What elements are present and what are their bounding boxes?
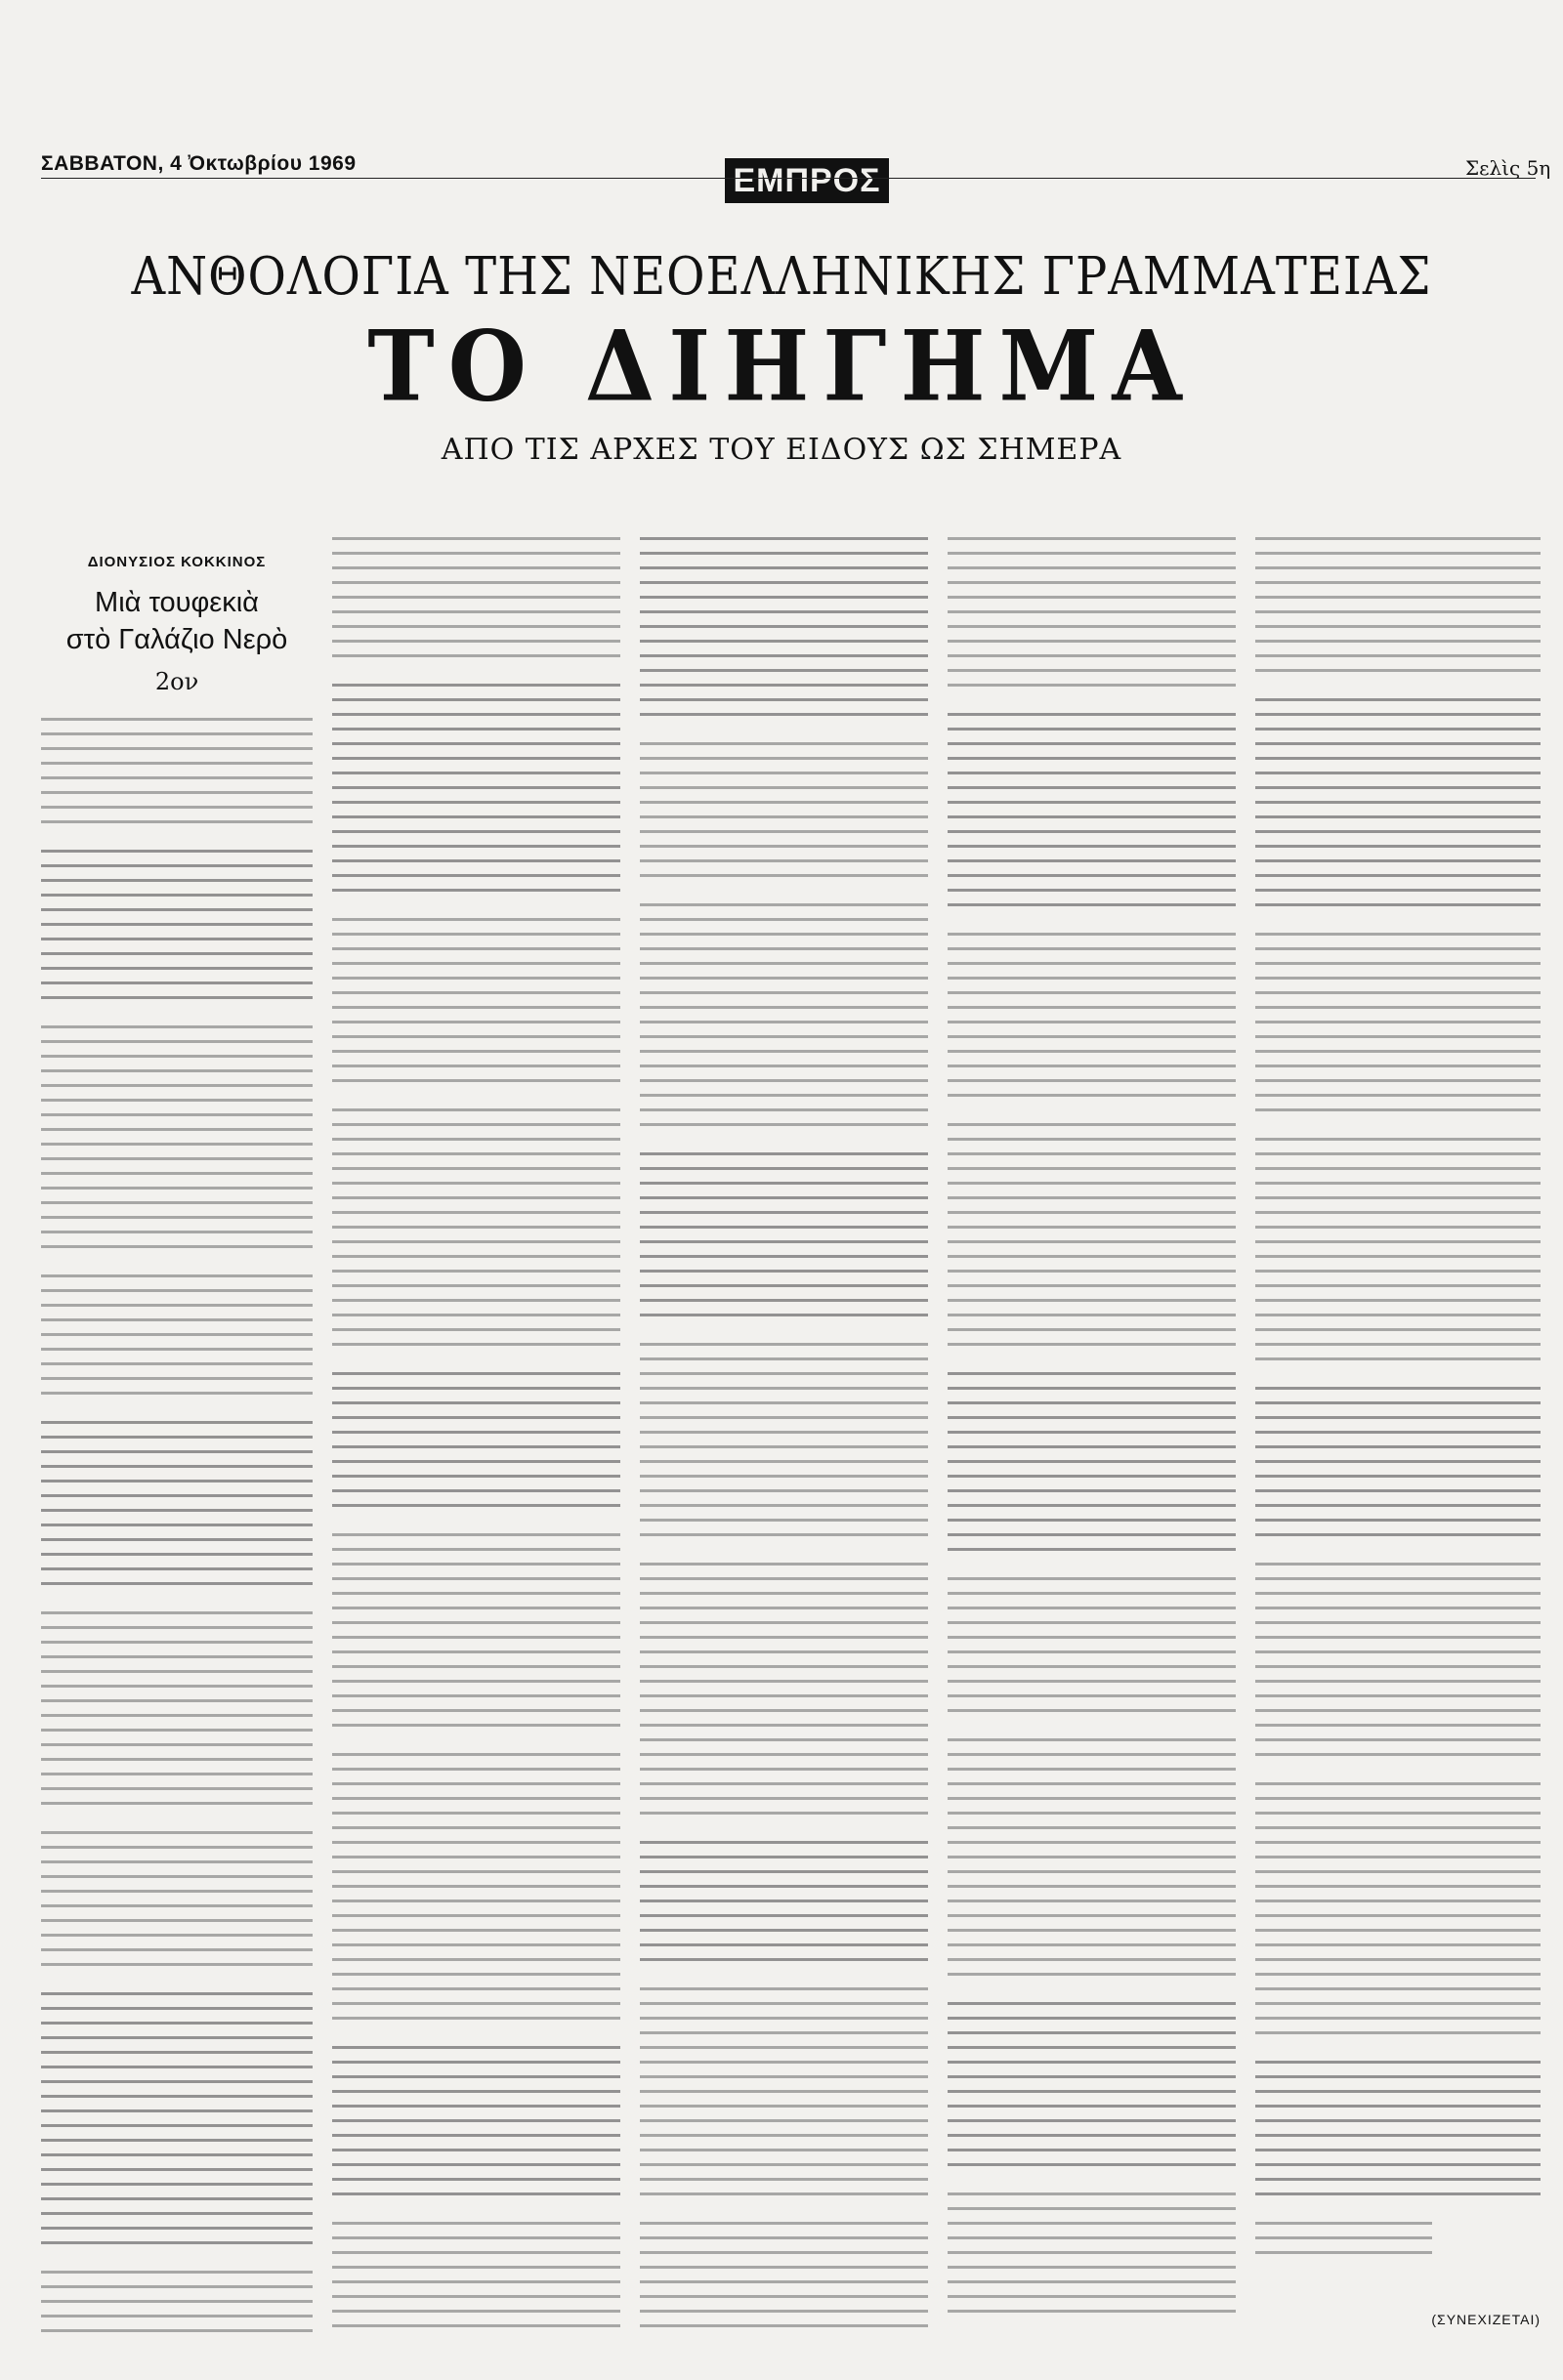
story-part: 2ον [154,668,199,695]
column-2 [332,532,620,2339]
body-text [1255,532,1541,679]
body-text [948,532,1236,693]
body-text [332,1104,620,1353]
body-text [948,928,1236,1104]
body-text [948,708,1236,913]
column-4 [948,532,1236,2339]
body-text [640,737,928,884]
continued-note: (ΣΥΝΕΧΙΖΕΤΑΙ) [1431,2312,1541,2327]
body-text [332,532,620,664]
story-title-line-1: Μιὰ τουφεκιὰ [95,587,259,618]
body-text [332,2041,620,2202]
masthead [0,0,1563,200]
body-text [640,532,928,723]
anthology-heading: ΑΝΘΟΛΟΓΙΑ ΤΗΣ ΝΕΟΕΛΛΗΝΙΚΗΣ ΓΡΑΜΜΑΤΕΙΑΣ [131,245,1432,308]
column-3 [640,532,928,2339]
body-text [640,2217,928,2334]
body-text [41,1987,313,2251]
body-text [948,1118,1236,1353]
body-text [640,1558,928,1821]
column-1 [41,532,313,2339]
issue-date: ΣΑΒΒΑΤΟΝ, 4 Ὀκτωβρίου 1969 [41,152,357,175]
masthead-rule [41,178,1536,179]
feature-title: ΤΟ ΔΙΗΓΗΜΑ [367,309,1196,424]
story-author: ΔΙΟΝΥΣΙΟΣ ΚΟΚΚΙΝΟΣ [87,554,267,570]
body-text [41,1416,313,1592]
body-text [41,1021,313,1255]
body-text [332,679,620,898]
body-text [41,2266,313,2339]
body-text [948,1367,1236,1558]
body-text [41,845,313,1006]
body-text [1255,693,1541,913]
body-text [640,1983,928,2202]
body-text [1255,1382,1541,1543]
body-text [41,1826,313,1973]
body-text [332,1748,620,2026]
body-text [1255,1133,1541,1367]
body-text [948,1997,1236,2173]
body-text [332,1367,620,1514]
body-text [1255,1777,1541,2041]
body-text [948,1572,1236,1719]
body-text [332,2217,620,2339]
body-text [948,2188,1236,2319]
body-text [1255,2056,1541,2202]
body-text [640,1338,928,1543]
body-text [1255,2217,1432,2261]
body-text [41,1270,313,1401]
body-text [1255,1558,1541,1763]
page-number: Σελὶς 5η [1465,156,1551,180]
body-text [640,1148,928,1323]
body-text [640,898,928,1133]
body-text [332,1528,620,1733]
body-text [41,713,313,830]
feature-subtitle: ΑΠΟ ΤΙΣ ΑΡΧΕΣ ΤΟΥ ΕΙΔΟΥΣ ΩΣ ΣΗΜΕΡΑ [441,433,1122,467]
story-title-line-2: στὸ Γαλάζιο Νερὸ [65,624,288,655]
newspaper-name: ΕΜΠΡΟΣ [725,158,889,203]
body-text [41,1607,313,1812]
feature-headline [0,245,1563,467]
article-body [41,532,1541,2339]
column-5 [1255,532,1541,2339]
body-text [948,1733,1236,1983]
body-text [640,1836,928,1968]
body-text [1255,928,1541,1118]
body-text [332,913,620,1089]
